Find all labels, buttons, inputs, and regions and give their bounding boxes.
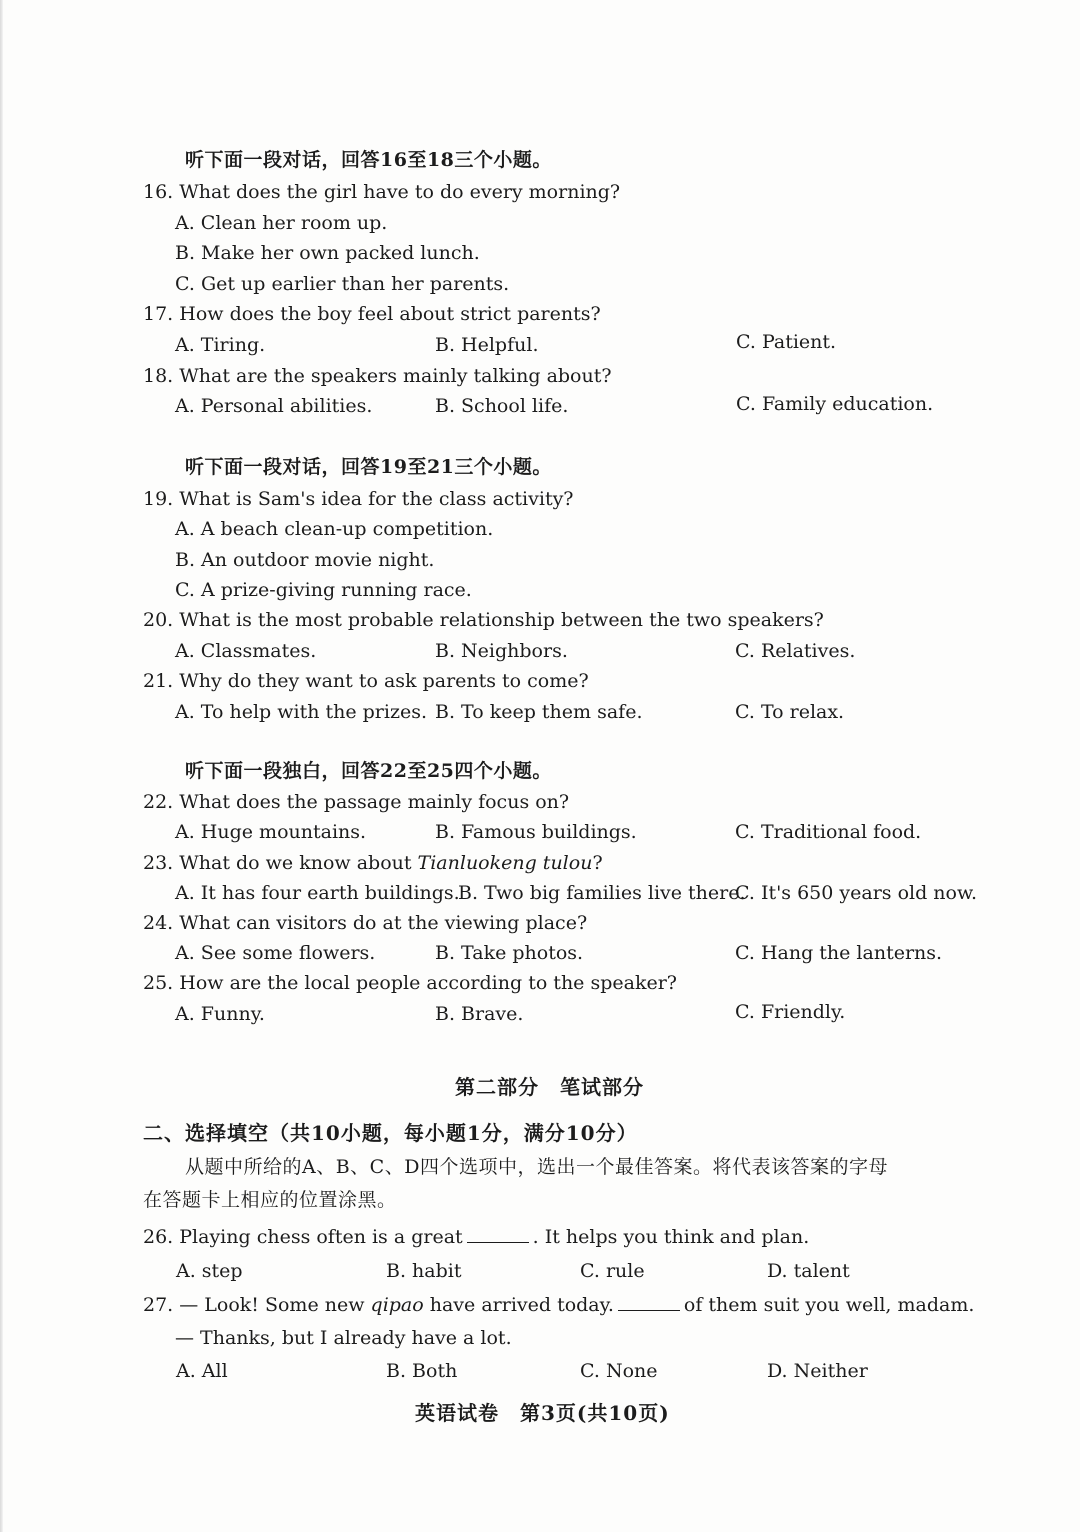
option-22b: B. Famous buildings. [435, 821, 637, 843]
option-17b: B. Helpful. [435, 334, 539, 356]
option-16c: C. Get up earlier than her parents. [175, 273, 510, 295]
option-19c: C. A prize-giving running race. [175, 579, 472, 601]
option-16b: B. Make her own packed lunch. [175, 242, 480, 264]
option-20a: A. Classmates. [175, 640, 317, 662]
part-two-instruction-line1: 从题中所给的A、B、C、D四个选项中，选出一个最佳答案。将代表该答案的字母 [185, 1156, 888, 1178]
question-26-text: 26. Playing chess often is a great [143, 1226, 463, 1248]
option-20b: B. Neighbors. [435, 640, 568, 662]
option-21a: A. To help with the prizes. [175, 701, 428, 723]
question-20: 20. What is the most probable relationship between the two speakers? [143, 609, 824, 631]
option-27d: D. Neither [767, 1360, 868, 1382]
answer-blank [618, 1294, 680, 1311]
option-22c: C. Traditional food. [735, 821, 922, 843]
option-26a: A. step [176, 1260, 243, 1282]
question-19: 19. What is Sam's idea for the class activity? [143, 488, 574, 510]
question-27-text-mid: have arrived today. [423, 1294, 614, 1316]
page-footer: 英语试卷 第3页(共10页) [415, 1401, 670, 1425]
section-instruction: 听下面一段独白，回答22至25四个小题。 [185, 760, 552, 782]
option-21c: C. To relax. [735, 701, 845, 723]
question-27-italic-word: qipao [370, 1294, 424, 1316]
option-27c: C. None [580, 1360, 658, 1382]
option-18c: C. Family education. [736, 393, 934, 415]
option-24a: A. See some flowers. [175, 942, 376, 964]
option-23b: B. Two big families live there. [458, 882, 746, 904]
question-23-mark: ? [592, 852, 603, 874]
page-edge-shadow [0, 0, 3, 1532]
part-two-instruction-line2: 在答题卡上相应的位置涂黑。 [143, 1189, 397, 1211]
option-21b: B. To keep them safe. [435, 701, 643, 723]
option-24c: C. Hang the lanterns. [735, 942, 943, 964]
question-27-reply: — Thanks, but I already have a lot. [175, 1327, 512, 1349]
option-19a: A. A beach clean-up competition. [175, 518, 494, 540]
question-16: 16. What does the girl have to do every morning? [143, 181, 621, 203]
question-23-italic-name: Tianluokeng tulou [417, 852, 593, 874]
section-instruction: 听下面一段对话，回答19至21三个小题。 [185, 456, 552, 478]
option-25b: B. Brave. [435, 1003, 524, 1025]
question-23-text: 23. What do we know about [143, 852, 418, 874]
option-25c: C. Friendly. [735, 1001, 846, 1023]
question-24: 24. What can visitors do at the viewing place? [143, 912, 588, 934]
option-23c: C. It's 650 years old now. [735, 882, 978, 904]
question-23 [143, 851, 603, 875]
option-26b: B. habit [386, 1260, 462, 1282]
answer-blank [467, 1226, 529, 1243]
option-26c: C. rule [580, 1260, 645, 1282]
option-17c: C. Patient. [736, 331, 837, 353]
option-16a: A. Clean her room up. [175, 212, 388, 234]
option-25a: A. Funny. [175, 1003, 265, 1025]
part-two-title: 第二部分 笔试部分 [455, 1075, 644, 1099]
question-21: 21. Why do they want to ask parents to come? [143, 670, 589, 692]
option-24b: B. Take photos. [435, 942, 584, 964]
question-17: 17. How does the boy feel about strict parents? [143, 303, 601, 325]
option-23a: A. It has four earth buildings. [175, 882, 460, 904]
option-27b: B. Both [386, 1360, 458, 1382]
question-27-text-end: of them suit you well, madam. [683, 1294, 975, 1316]
question-26-text-end: . It helps you think and plan. [532, 1226, 810, 1248]
question-18: 18. What are the speakers mainly talking about? [143, 365, 612, 387]
option-22a: A. Huge mountains. [175, 821, 367, 843]
question-26 [143, 1225, 809, 1249]
option-20c: C. Relatives. [735, 640, 856, 662]
question-22: 22. What does the passage mainly focus on? [143, 791, 570, 813]
question-27-text: 27. — Look! Some new [143, 1294, 371, 1316]
part-two-heading: 二、选择填空（共10小题，每小题1分，满分10分） [143, 1121, 638, 1145]
option-18a: A. Personal abilities. [175, 395, 373, 417]
option-27a: A. All [176, 1360, 228, 1382]
question-25: 25. How are the local people according to the speaker? [143, 972, 677, 994]
option-18b: B. School life. [435, 395, 569, 417]
option-17a: A. Tiring. [175, 334, 266, 356]
question-27 [143, 1293, 974, 1317]
section-instruction: 听下面一段对话，回答16至18三个小题。 [185, 149, 552, 171]
option-19b: B. An outdoor movie night. [175, 549, 435, 571]
option-26d: D. talent [767, 1260, 850, 1282]
